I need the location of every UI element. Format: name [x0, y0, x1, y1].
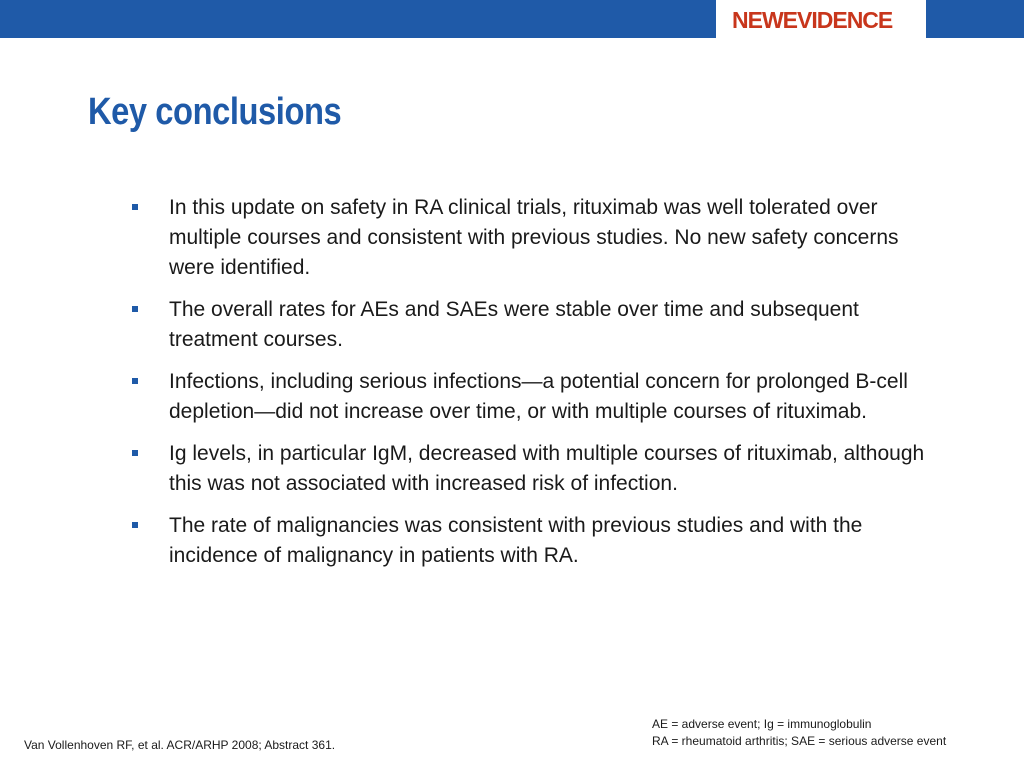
square-bullet-icon — [132, 306, 138, 312]
logo-evidence-text: EVIDENCE — [782, 7, 893, 33]
square-bullet-icon — [132, 378, 138, 384]
abbreviation-line: RA = rheumatoid arthritis; SAE = serious adverse event — [652, 734, 947, 748]
square-bullet-icon — [132, 204, 138, 210]
conclusion-text: The rate of malignancies was consistent with previous studies and with the incidence of malignancy in patients with RA. — [169, 514, 863, 567]
logo-wordmark — [732, 6, 892, 34]
conclusion-item — [130, 295, 930, 355]
logo-new-text: NEW — [732, 7, 783, 33]
conclusion-item — [130, 439, 930, 499]
square-bullet-icon — [132, 522, 138, 528]
abbreviation-line: AE = adverse event; Ig = immunoglobulin — [652, 717, 872, 731]
conclusion-item — [130, 511, 930, 571]
conclusion-text: The overall rates for AEs and SAEs were stable over time and subsequent treatment courses. — [169, 298, 859, 351]
conclusion-item — [130, 367, 930, 427]
brand-logo — [716, 0, 926, 38]
abbreviations-footnote — [652, 716, 946, 750]
page-title: Key conclusions — [88, 91, 342, 133]
conclusion-text: Ig levels, in particular IgM, decreased with multiple courses of rituximab, although this was not associated with increased risk of infection. — [169, 442, 925, 495]
conclusions-list — [130, 193, 930, 583]
conclusion-text: In this update on safety in RA clinical trials, rituximab was well tolerated over multiple courses and consistent with previous studies. No new safety concerns were identified. — [169, 196, 899, 279]
citation-footnote: Van Vollenhoven RF, et al. ACR/ARHP 2008; Abstract 361. — [24, 738, 336, 752]
conclusion-text: Infections, including serious infections—a potential concern for prolonged B-cell depletion—did not increase over time, or with multiple courses of rituximab. — [169, 370, 908, 423]
square-bullet-icon — [132, 450, 138, 456]
conclusion-item — [130, 193, 930, 283]
